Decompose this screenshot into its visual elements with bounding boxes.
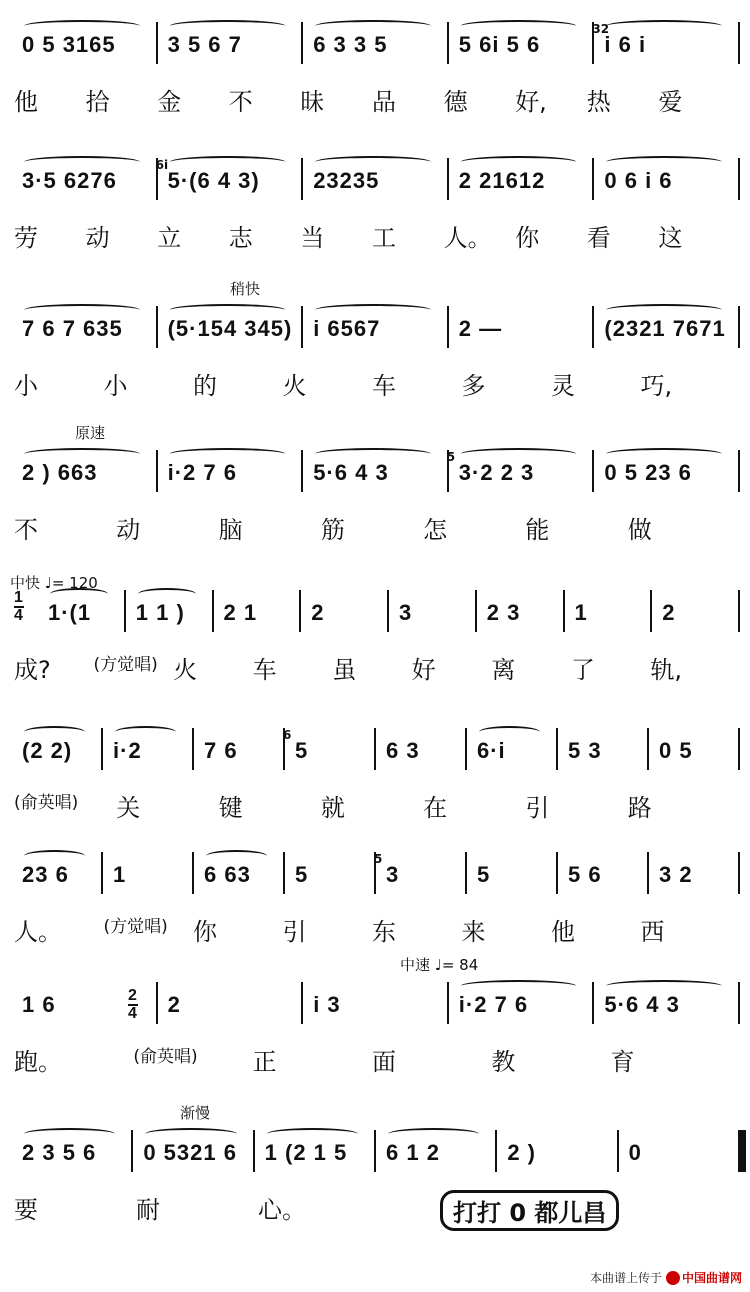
note-group: i 3 [313,992,341,1017]
lyric-syllable: 不 [14,516,38,544]
lyric-syllable: 德 [443,88,468,116]
score-system [0,718,750,848]
slur-mark [50,588,108,600]
note-group: 3 [386,862,400,887]
lyrics-line [0,788,750,822]
barline [447,158,449,200]
note-group: 23 6 [22,862,69,887]
lyric-syllable: 好 [411,656,436,684]
barline [592,158,594,200]
lyric-syllable: 多 [461,372,486,400]
note-group: 0 5 [659,738,693,763]
lyric-syllable: 巧, [640,372,673,400]
lyric-syllable: 不 [228,88,253,116]
barline [374,1130,376,1172]
note-group: 23235 [313,168,380,193]
tempo-marking: 渐慢 [180,1104,211,1122]
lyric-syllable: (俞英唱) [133,1047,198,1067]
footer-text: 本曲谱上传于 [589,1271,662,1285]
barline [101,852,103,894]
lyric-syllable: 虽 [332,656,357,684]
slur-mark [315,448,431,460]
time-signature [14,590,24,624]
lyric-syllable: 就 [320,794,345,822]
slur-mark [24,20,140,32]
lyric-syllable: 他 [14,88,38,116]
tempo-marking: 稍快 [230,280,261,298]
time-signature [128,988,138,1022]
lyric-syllable: (方觉唱) [103,917,168,937]
lyric-syllable: 引 [525,794,550,822]
note-group: 2 ) [507,1140,537,1165]
meter-bottom: 4 [128,1005,138,1022]
barline [156,982,158,1024]
note-group: 6 3 [386,738,420,763]
note-group: 2 3 5 6 [22,1140,97,1165]
slur-mark [315,20,431,32]
barline [475,590,477,632]
barline [283,852,285,894]
lyric-syllable: 的 [193,372,217,400]
lyric-syllable: 劳 [14,224,38,252]
barline [495,1130,497,1172]
lyric-syllable: 金 [157,88,182,116]
lyric-syllable: 来 [461,918,486,946]
note-group: 6 1 2 [386,1140,440,1165]
note-group: i·2 [113,738,142,763]
slur-mark [461,156,577,168]
lyric-syllable: 耐 [136,1196,160,1224]
barline [156,306,158,348]
note-group: i 6 i [604,32,647,57]
note-group: (5·154 345) [167,316,293,341]
slur-mark [24,726,85,738]
note-group: 3 [399,600,413,625]
note-group: 5 [295,862,309,887]
lyric-syllable: 怎 [423,516,448,544]
note-group: 0 [628,1140,642,1165]
slur-mark [315,156,431,168]
meter-bottom: 4 [14,607,24,624]
note-group: 7 6 [204,738,238,763]
score-system [0,574,750,710]
lyric-syllable: 火 [173,656,198,684]
barline [101,728,103,770]
barline [647,852,649,894]
note-group: 1 [113,862,127,887]
note-group: 2 [167,992,181,1017]
note-group: 1 1 ) [135,600,185,625]
lyric-syllable: 火 [282,372,307,400]
barline [301,982,303,1024]
note-group: 2 3 [486,600,521,625]
lyric-syllable: 你 [515,224,540,252]
barline [253,1130,255,1172]
lyric-syllable: 在 [423,794,448,822]
lyric-syllable: 车 [372,372,396,400]
note-group: 3·5 6276 [22,168,117,193]
barline [447,982,449,1024]
slur-mark [24,1128,115,1140]
score-system [0,842,750,972]
barline [617,1130,619,1172]
note-group: 5·(6 4 3) [167,168,260,193]
meter-top: 1 [14,589,24,606]
lyric-syllable: 心。 [258,1196,306,1224]
note-group: 5 6 [568,862,602,887]
percussion-box: 打打 0 都儿昌 [440,1190,619,1231]
lyrics-line [0,1190,750,1224]
lyric-syllable: 昧 [300,88,325,116]
barline [738,1130,746,1172]
note-group: 3·2 2 3 [458,460,535,485]
lyric-syllable: 脑 [218,516,243,544]
lyric-syllable: 拾 [85,88,110,116]
note-group: 5·6 4 3 [313,460,389,485]
barline [738,22,740,64]
note-group: (2 2) [22,738,73,763]
slur-mark [24,850,85,862]
grace-note: 32 [592,22,610,36]
note-group: 6 63 [204,862,251,887]
lyric-syllable: 小 [103,372,128,400]
lyric-syllable: 热 [586,88,611,116]
note-group: 5 [295,738,309,763]
barline [124,590,126,632]
lyrics-line [0,1042,750,1076]
barline [156,22,158,64]
tempo-marking: 中速 ♩= 84 [400,956,479,974]
slur-mark [606,980,722,992]
lyrics-line [0,510,750,544]
slur-mark [24,156,140,168]
note-group: 5 6i 5 6 [458,32,541,57]
barline [131,1130,133,1172]
barline [374,728,376,770]
score-system [0,148,750,278]
lyric-syllable: 小 [14,372,38,400]
score-system [0,956,750,1102]
lyric-syllable: 跑。 [14,1048,62,1076]
lyric-syllable: 这 [658,224,683,252]
lyric-syllable: 品 [372,88,396,116]
lyric-syllable: 轨, [650,656,683,684]
lyric-syllable: 引 [282,918,307,946]
score-system [0,424,750,570]
note-group: 0 5321 6 [143,1140,237,1165]
slur-mark [115,726,176,738]
lyric-syllable: 志 [228,224,253,252]
slur-mark [138,588,196,600]
site-logo [666,1269,742,1286]
barline [299,590,301,632]
lyric-syllable: 动 [85,224,110,252]
barline [156,450,158,492]
lyric-syllable: 能 [525,516,550,544]
lyric-syllable: 当 [300,224,325,252]
note-group: 2 [662,600,676,625]
barline [738,852,740,894]
slur-mark [170,156,286,168]
lyric-syllable: 人。 [14,918,62,946]
note-group: 2 21612 [458,168,546,193]
lyric-syllable: 工 [372,224,396,252]
meter-top: 2 [128,987,138,1004]
lyrics-line [0,82,750,116]
barline [301,22,303,64]
lyric-syllable: 灵 [551,372,575,400]
barline [192,852,194,894]
note-group: 2 — [458,316,503,341]
note-group: 2 ) 663 [22,460,98,485]
lyric-syllable: 教 [491,1048,516,1076]
score-system [0,1104,750,1250]
barline [447,22,449,64]
watermark-footer [590,1269,742,1286]
lyrics-line [0,650,750,684]
note-group: 5 3 [568,738,602,763]
note-group: (2321 7671 [604,316,726,341]
lyric-syllable: 键 [218,794,243,822]
slur-mark [145,1128,236,1140]
lyric-syllable: 了 [570,656,595,684]
note-group: i 6567 [313,316,381,341]
lyric-syllable: 成? [14,656,51,684]
barline [647,728,649,770]
note-group: 0 5 3165 [22,32,116,57]
slur-mark [479,726,540,738]
lyrics-line [0,218,750,252]
tempo-marking: 中快 ♩= 120 [10,574,98,592]
lyric-syllable: 看 [586,224,611,252]
barline [465,852,467,894]
note-group: 0 5 23 6 [604,460,692,485]
barline [650,590,652,632]
note-group: 1 (2 1 5 [264,1140,348,1165]
lyric-syllable: 立 [157,224,182,252]
note-group: 1 6 [22,992,56,1017]
slur-mark [606,448,722,460]
lyric-syllable: 育 [610,1048,635,1076]
note-group: 2 [311,600,325,625]
lyric-syllable: 路 [627,794,652,822]
slur-mark [606,304,722,316]
note-group: 3 2 [659,862,693,887]
grace-note: 5 [374,852,383,866]
note-group: 7 6 7 635 [22,316,123,341]
barline [556,728,558,770]
slur-mark [170,448,286,460]
lyric-syllable: 你 [193,918,217,946]
barline [592,982,594,1024]
barline [738,590,740,632]
lyric-syllable: 离 [491,656,516,684]
lyrics-line [0,366,750,400]
grace-note: 5 [446,450,456,464]
lyric-syllable: 车 [252,656,277,684]
lyric-syllable: 动 [116,516,141,544]
note-group: i·2 7 6 [167,460,237,485]
barline [447,306,449,348]
barline [301,450,303,492]
site-name: 中国曲谱网 [681,1271,742,1285]
barline [738,450,740,492]
lyric-syllable: 他 [551,918,575,946]
score-system [0,12,750,142]
slur-mark [461,20,577,32]
barline [465,728,467,770]
lyric-syllable: 做 [627,516,652,544]
slur-mark [170,20,286,32]
slur-mark [170,304,286,316]
lyric-syllable: 要 [14,1196,38,1224]
barline [301,158,303,200]
lyrics-line [0,912,750,946]
slur-mark [24,448,140,460]
slur-mark [206,850,267,862]
barline [738,982,740,1024]
note-group: 5·6 4 3 [604,992,680,1017]
barline [738,306,740,348]
slur-mark [461,448,577,460]
barline [192,728,194,770]
barline [592,306,594,348]
note-group: 6 3 3 5 [313,32,388,57]
lyric-syllable: 关 [116,794,141,822]
slur-mark [267,1128,358,1140]
slur-mark [388,1128,479,1140]
barline [738,728,740,770]
note-group: 6·i [477,738,506,763]
grace-note: 6i [155,158,169,172]
slur-mark [606,20,722,32]
lyric-syllable: 正 [252,1048,277,1076]
note-group: 1·(1 [48,600,92,625]
note-group: 0 6 i 6 [604,168,673,193]
lyric-syllable: (俞英唱) [14,793,79,813]
slur-mark [606,156,722,168]
logo-icon [666,1271,680,1285]
barline [738,158,740,200]
barline [556,852,558,894]
tempo-marking: 原速 [75,424,106,442]
note-group: 3 5 6 7 [167,32,242,57]
slur-mark [461,980,577,992]
note-group: 5 [477,862,491,887]
barline [387,590,389,632]
lyric-syllable: 筋 [320,516,345,544]
barline [301,306,303,348]
grace-note: 6 [283,728,292,742]
lyric-syllable: 面 [372,1048,396,1076]
lyric-syllable: 东 [372,918,396,946]
barline [592,450,594,492]
slur-mark [24,304,140,316]
lyric-syllable: 好, [515,88,547,116]
lyric-syllable: 爱 [658,88,683,116]
note-group: i·2 7 6 [458,992,529,1017]
score-system [0,280,750,426]
lyric-syllable: (方觉唱) [93,655,158,675]
note-group: 2 1 [223,600,258,625]
lyric-syllable: 西 [640,918,665,946]
lyric-syllable: 人。 [443,224,492,252]
note-group: 1 [574,600,588,625]
barline [563,590,565,632]
barline [212,590,214,632]
slur-mark [315,304,431,316]
